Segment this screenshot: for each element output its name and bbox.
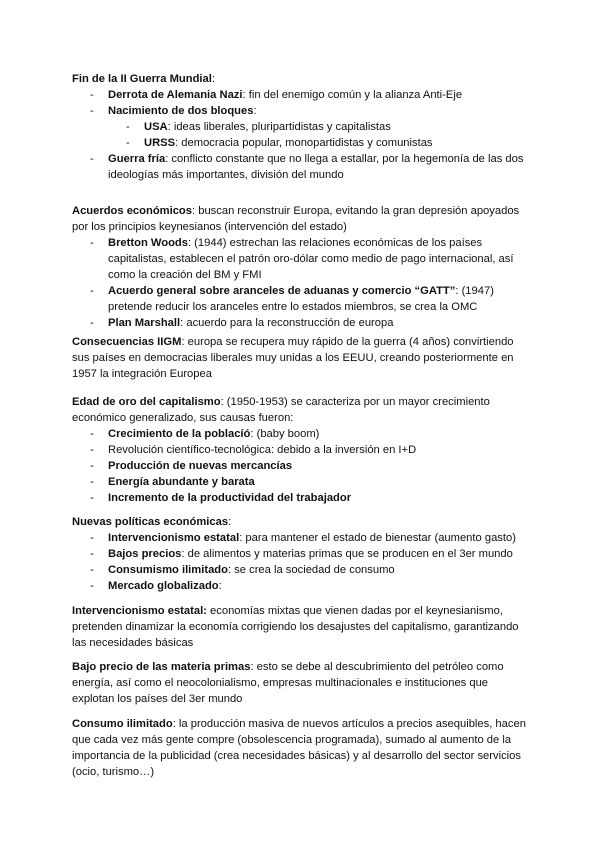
section-intervencionismo: Intervencionismo estatal: economías mixtas que vienen dadas por el keynesianismo, pretenden dinamizar la economía corrigiendo los desajustes del capitalismo, garantizando las necesidades básicas [72, 605, 519, 649]
list-item: - Guerra fría: conflicto constante que no llega a estallar, por la hegemonía de las dos ideologías más importantes, división del mundo [72, 151, 532, 183]
list-item: - Plan Marshall: acuerdo para la reconstrucción de europa [72, 315, 532, 331]
list-item: - Mercado globalizado: [72, 578, 532, 594]
section-title: Acuerdos económicos [72, 205, 192, 217]
section-fin-guerra: Fin de la II Guerra Mundial: - Derrota de Alemania Nazi: fin del enemigo común y la alianza Anti-Eje - Nacimiento de dos bloques: - USA: ideas liberales, pluripartidistas y capitalistas - URSS: democracia popular, monopartidistas y comunistas - Guerra fría: conflicto constante que no llega a estallar, por la hegemonía de las dos ideologías más importantes, división del mundo [72, 71, 532, 183]
sub-list-item: - URSS: democracia popular, monopartidistas y comunistas [72, 135, 532, 151]
list-item: - Producción de nuevas mercancías [72, 458, 532, 474]
section-title: Consecuencias IIGM [72, 336, 182, 348]
section-title: Nuevas políticas económicas [72, 516, 229, 528]
list-item: - Incremento de la productividad del trabajador [72, 490, 532, 506]
list-item: - Bajos precios: de alimentos y materias primas que se producen en el 3er mundo [72, 546, 532, 562]
list-item: - Revolución científico-tecnológica: debido a la inversión en I+D [72, 442, 532, 458]
section-nuevas-politicas: Nuevas políticas económicas: - Intervencionismo estatal: para mantener el estado de bienestar (aumento gasto) - Bajos precios: de alimentos y materias primas que se producen en el 3er mundo - Consumismo ilimitado: se crea la sociedad de consumo - Mercado globalizado: [72, 514, 532, 594]
list-item: - Acuerdo general sobre aranceles de aduanas y comercio “GATT”: (1947) pretende reducir los aranceles entre lo estados miembros, se crea la OMC [72, 283, 532, 315]
list-item: - Bretton Woods: (1944) estrechan las relaciones económicas de los países capitalistas, establecen el patrón oro-dólar como medio de pago internacional, así como la creación del BM y FMI [72, 235, 532, 283]
list-item: - Intervencionismo estatal: para mantener el estado de bienestar (aumento gasto) [72, 530, 532, 546]
list-item: - Consumismo ilimitado: se crea la sociedad de consumo [72, 562, 532, 578]
section-title: Edad de oro del capitalismo [72, 396, 221, 408]
section-title: Consumo ilimitado [72, 718, 173, 730]
section-acuerdos-economicos: Acuerdos económicos: buscan reconstruir Europa, evitando la gran depresión apoyados por los principios keynesianos (intervención del estado) - Bretton Woods: (1944) estrechan las relaciones económicas de los países capitalistas, establecen el patrón oro-dólar como medio de pago internacional, así como la creación del BM y FMI - Acuerdo general sobre aranceles de aduanas y comercio “GATT”: (1947) pretende reducir los aranceles entre lo estados miembros, se crea la OMC - Plan Marshall: acuerdo para la reconstrucción de europa [72, 203, 532, 331]
sub-list-item: - USA: ideas liberales, pluripartidistas y capitalistas [72, 119, 532, 135]
section-bajo-precio: Bajo precio de las materia primas: esto se debe al descubrimiento del petróleo como energía, así como el neocolonialismo, empresas multinacionales e instituciones que explotan los países del 3er mundo [72, 661, 504, 705]
section-consecuencias: Consecuencias IIGM: europa se recupera muy rápido de la guerra (4 años) convirtiendo sus países en democracias liberales muy unidas a los EEUU, creando posteriormente en 1957 la integración Europea [72, 336, 514, 380]
list-item: - Crecimiento de la poblacíó: (baby boom) [72, 426, 532, 442]
list-item: - Nacimiento de dos bloques: - USA: ideas liberales, pluripartidistas y capitalistas - URSS: democracia popular, monopartidistas y comunistas [72, 103, 532, 151]
section-title: Intervencionismo estatal: [72, 605, 207, 617]
section-title: Bajo precio de las materia primas [72, 661, 251, 673]
list-item: - Energía abundante y barata [72, 474, 532, 490]
section-title: Fin de la II Guerra Mundial [72, 73, 212, 85]
list-item: - Derrota de Alemania Nazi: fin del enemigo común y la alianza Anti-Eje [72, 87, 532, 103]
section-consumo-ilimitado: Consumo ilimitado: la producción masiva de nuevos artículos a precios asequibles, hacen que cada vez más gente compre (obsolescencia programada), sumado al aumento de la importancia de la publicidad (crea necesidades básicas) y al desarrollo del sector servicios (ocio, turismo…) [72, 718, 526, 778]
section-edad-de-oro: Edad de oro del capitalismo: (1950-1953) se caracteriza por un mayor crecimiento económico generalizado, sus causas fueron: - Crecimiento de la poblacíó: (baby boom) - Revolución científico-tecnológica: debido a la inversión en I+D - Producción de nuevas mercancías - Energía abundante y barata - Incremento de la productividad del trabajador [72, 394, 532, 506]
